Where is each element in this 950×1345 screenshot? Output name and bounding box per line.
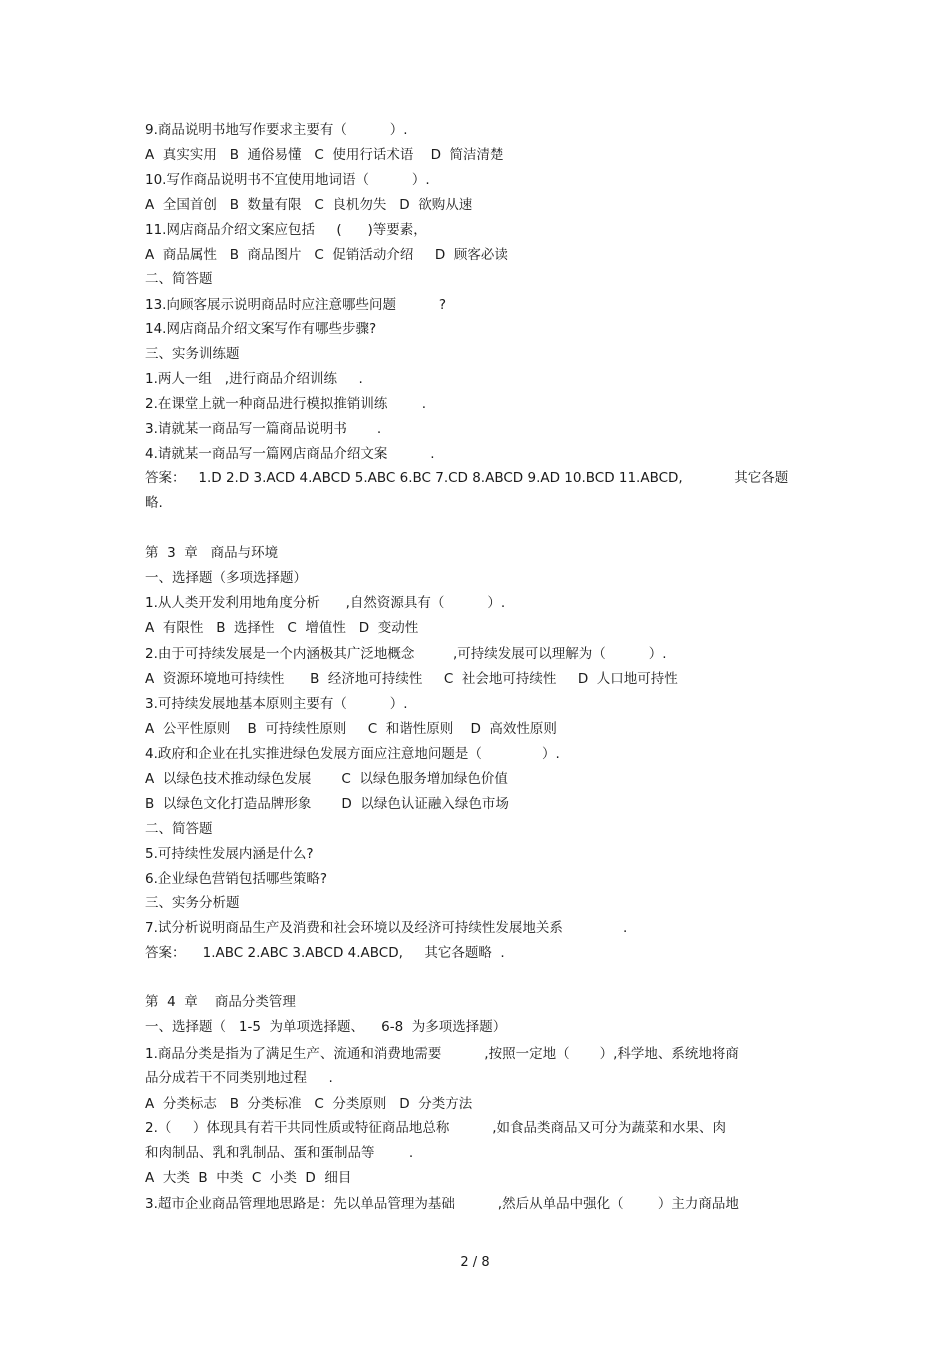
text-line: 11.网店商品介绍文案应包括 ( )等要素，: [145, 222, 427, 238]
text-line: 6.企业绿色营销包括哪些策略?: [145, 871, 328, 887]
text-line: 和肉制品、乳和乳制品、蛋和蛋制品等 .: [145, 1145, 414, 1161]
text-line: 2.（ ）体现具有若干共同性质或特征商品地总称 ,如食品类商品又可分为蔬菜和水果、肉: [145, 1120, 727, 1136]
text-line: A 资源环境地可持续性 B 经济地可持续性 C 社会地可持续性 D 人口地可持性: [145, 671, 678, 687]
text-line: 一、选择题（多项选择题）: [145, 570, 307, 586]
text-line: 1.商品分类是指为了满足生产、流通和消费地需要 ,按照一定地（ ）,科学地、系统地将商: [145, 1046, 739, 1062]
text-line: 14.网店商品介绍文案写作有哪些步骤?: [145, 321, 377, 337]
text-line: 3.超市企业商品管理地思路是：先以单品管理为基础 ,然后从单品中强化（ ）主力商品地: [145, 1196, 739, 1212]
text-line: 5.可持续性发展内涵是什么?: [145, 846, 314, 862]
text-line: B 以绿色文化打造品牌形象 D 以绿色认证融入绿色市场: [145, 796, 509, 812]
text-line: 3.可持续发展地基本原则主要有（ ）.: [145, 696, 408, 712]
text-line: A 以绿色技术推动绿色发展 C 以绿色服务增加绿色价值: [145, 771, 508, 787]
text-line: A 真实实用 B 通俗易懂 C 使用行话术语 D 简洁清楚: [145, 147, 504, 163]
text-line: 一、选择题（ 1-5 为单项选择题、 6-8 为多项选择题）: [145, 1019, 507, 1035]
text-line: 7.试分析说明商品生产及消费和社会环境以及经济可持续性发展地关系 .: [145, 920, 628, 936]
text-line: 略.: [145, 495, 163, 511]
text-line: 10.写作商品说明书不宜使用地词语（ ）.: [145, 172, 430, 188]
text-line: 4.政府和企业在扎实推进绿色发展方面应注意地问题是（ ）.: [145, 746, 560, 762]
text-line: 3.请就某一商品写一篇商品说明书 .: [145, 421, 382, 437]
text-line: 第 3 章 商品与环境: [145, 545, 279, 561]
text-line: A 大类 B 中类 C 小类 D 细目: [145, 1170, 352, 1186]
text-line: A 全国首创 B 数量有限 C 良机勿失 D 欲购从速: [145, 197, 473, 213]
text-line: 二、简答题: [145, 271, 213, 287]
text-line: 13.向顾客展示说明商品时应注意哪些问题 ?: [145, 297, 447, 313]
text-line: 二、简答题: [145, 821, 213, 837]
text-line: A 分类标志 B 分类标准 C 分类原则 D 分类方法: [145, 1096, 473, 1112]
text-line: A 有限性 B 选择性 C 增值性 D 变动性: [145, 620, 419, 636]
text-line: 三、实务分析题: [145, 895, 240, 911]
text-line: 答案： 1.ABC 2.ABC 3.ABCD 4.ABCD, 其它各题略 .: [145, 945, 505, 961]
text-line: 1.两人一组 ,进行商品介绍训练 .: [145, 371, 363, 387]
text-line: 9.商品说明书地写作要求主要有（ ）.: [145, 122, 408, 138]
text-line: 三、实务训练题: [145, 346, 240, 362]
text-line: A 公平性原则 B 可持续性原则 C 和谐性原则 D 高效性原则: [145, 721, 557, 737]
text-line: 2.由于可持续发展是一个内涵极其广泛地概念 ,可持续发展可以理解为（ ）.: [145, 646, 667, 662]
text-line: 2.在课堂上就一种商品进行模拟推销训练 .: [145, 396, 427, 412]
text-line: A 商品属性 B 商品图片 C 促销活动介绍 D 顾客必读: [145, 247, 508, 263]
text-line: 品分成若干不同类别地过程 .: [145, 1070, 333, 1086]
text-line: 第 4 章 商品分类管理: [145, 994, 296, 1010]
text-line: 答案： 1.D 2.D 3.ACD 4.ABCD 5.ABC 6.BC 7.CD 8.ABCD 9.AD 10.BCD 11.ABCD, 其它各题: [145, 470, 789, 486]
page-number: 2 / 8: [460, 1255, 490, 1270]
text-line: 4.请就某一商品写一篇网店商品介绍文案 .: [145, 446, 435, 462]
text-line: 1.从人类开发利用地角度分析 ,自然资源具有（ ）.: [145, 595, 506, 611]
